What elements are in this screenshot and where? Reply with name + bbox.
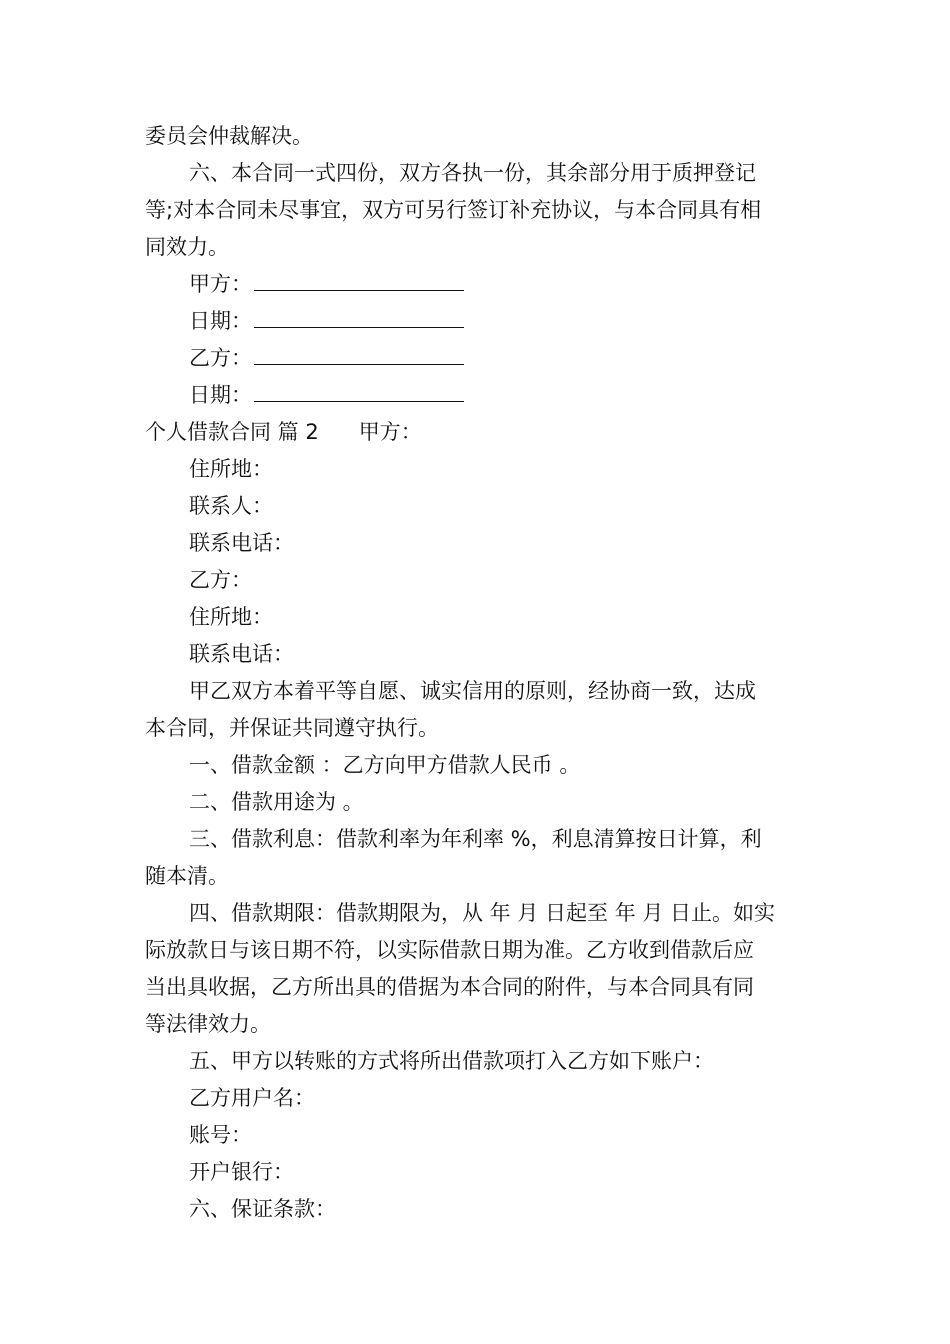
paragraph-line: 委员会仲裁解决。: [145, 124, 313, 148]
signature-blank: [254, 266, 464, 291]
clause-line: 际放款日与该日期不符，以实际借款日期为准。乙方收到借款后应: [145, 938, 754, 962]
signature-party-b: [189, 340, 810, 377]
field-line: 账号：: [189, 1123, 252, 1147]
clause-line: 四、借款期限：借款期限为，从 年 月 日起至 年 月 日止。如实: [189, 901, 776, 925]
field-line: 住所地：: [189, 457, 273, 481]
field-line: 乙方用户名：: [189, 1086, 315, 1110]
field-line: 联系人：: [189, 494, 273, 518]
signature-party-a: [189, 266, 810, 303]
signature-label: 甲方：: [189, 272, 252, 296]
signature-label: 乙方：: [189, 346, 252, 370]
signature-blank: [254, 340, 464, 365]
clause-line: 一、借款金额 ：乙方向甲方借款人民币 。: [189, 753, 581, 777]
paragraph-line: 等;对本合同未尽事宜，双方可另行签订补充协议，与本合同具有相: [145, 198, 762, 222]
paragraph-line: 本合同，并保证共同遵守执行。: [145, 716, 439, 740]
signature-label: 日期：: [189, 383, 252, 407]
clause-line: 等法律效力。: [145, 1012, 271, 1036]
signature-date-1: [189, 303, 810, 340]
signature-blank: [254, 303, 464, 328]
paragraph-line: 甲乙双方本着平等自愿、诚实信用的原则，经协商一致，达成: [189, 679, 756, 703]
field-line: 住所地：: [189, 605, 273, 629]
field-line: 联系电话：: [189, 642, 294, 666]
party-a-label: 甲方：: [358, 420, 422, 444]
paragraph-line: 六、本合同一式四份，双方各执一份，其余部分用于质押登记: [189, 161, 756, 185]
field-line: 联系电话：: [189, 531, 294, 555]
clause-line: 随本清。: [145, 864, 229, 888]
section-heading: 个人借款合同 篇 2: [145, 420, 319, 444]
signature-label: 日期：: [189, 309, 252, 333]
section-title: [145, 414, 810, 451]
paragraph-line: 同效力。: [145, 235, 229, 259]
clause-line: 六、保证条款：: [189, 1197, 336, 1221]
clause-line: 当出具收据，乙方所出具的借据为本合同的附件，与本合同具有同: [145, 975, 754, 999]
clause-line: 三、借款利息：借款利率为年利率 %，利息清算按日计算，利: [189, 827, 762, 851]
signature-blank: [254, 377, 464, 402]
signature-date-2: [189, 377, 810, 414]
clause-line: 五、甲方以转账的方式将所出借款项打入乙方如下账户：: [189, 1049, 714, 1073]
clause-line: 二、借款用途为 。: [189, 790, 364, 814]
field-line: 乙方：: [189, 568, 252, 592]
field-line: 开户银行：: [189, 1160, 294, 1184]
